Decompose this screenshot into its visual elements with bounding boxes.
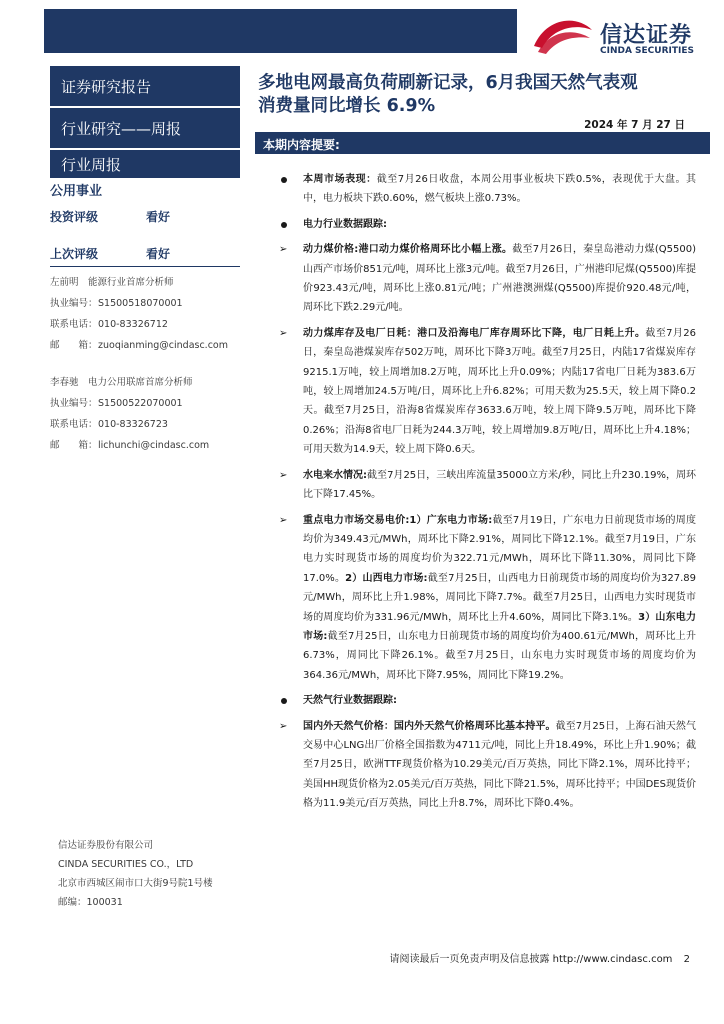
section-title: 电力行业数据跟踪: — [303, 218, 387, 230]
item-body: 截至7月26日，秦皇岛港动力煤(Q5500)山西产市场价851元/吨，周环比上涨3元/吨。截至7月26日，广州港印尼煤(Q5500)库提价923.43元/吨，周环比上涨0.81元/吨；广州港澳洲煤(Q5500)库提价920.48元/吨，周环比下跌2.29元/吨。 — [303, 244, 697, 314]
list-item — [276, 511, 696, 686]
title-line: 消费量同比增长 6.9% — [258, 96, 436, 116]
item-heading: 本周市场表现： — [303, 174, 377, 185]
item-heading: 水电来水情况: — [303, 469, 368, 481]
item-heading: 动力煤库存及电厂日耗：港口及沿海电厂库存周环比下降，电厂日耗上升。 — [303, 327, 646, 339]
analyst-cert: S1500518070001 — [98, 298, 183, 309]
item-heading: 动力煤价格:港口动力煤价格周环比小幅上涨。 — [303, 244, 513, 256]
item-body: 截至7月25日，山东电力日前现货市场的周度均价为400.61元/MWh，周环比上升6.73%，周同比下降26.1%。截至7月25日，山东电力实时现货市场的周度均价为364.36元/MWh，周环比下降7.95%，周同比下降19.2%。 — [303, 630, 696, 681]
bullet-dot-icon — [281, 177, 287, 183]
company-postcode: 邮编：100031 — [58, 897, 123, 908]
list-item — [276, 170, 696, 209]
company-info — [58, 836, 213, 912]
company-name-en: CINDA SECURITIES CO.，LTD — [58, 859, 194, 870]
phone-label: 联系电话： — [50, 319, 98, 330]
report-subcategory-box: 行业周报 — [50, 150, 240, 178]
divider — [50, 266, 240, 267]
item-body: 截至7月25日，上海石油天然气交易中心LNG出厂价格全国指数为4711元/吨，同比上升18.49%，环比上升1.90%；截至7月25日，欧洲TTF现货价格为10.29美元/百万英热，同比下降2.1%，周环比持平；美国HH现货价格为2.05美元/百万英热，同比下降21.5%，周环比持平；中国DES现货价格为11.9美元/百万英热，同比上升8.7%，周环比下降0.4%。 — [303, 720, 697, 810]
arrow-bullet-icon: ➢ — [279, 720, 288, 732]
list-item — [276, 717, 696, 814]
market-heading: 3）山东电力市场: — [303, 611, 696, 642]
arrow-bullet-icon: ➢ — [279, 244, 288, 256]
item-body: 截至7月25日，山西电力日前现货市场的周度均价为327.89元/MWh，周环比上升1.98%，周同比下降7.7%。截至7月25日，山西电力实时现货市场的周度均价为331.96元/MWh，周环比上升4.60%，周同比下降3.1%。 — [303, 572, 696, 623]
summary-content — [276, 170, 696, 820]
page-footer — [389, 950, 690, 965]
arrow-bullet-icon: ➢ — [279, 514, 288, 526]
market-heading: 1）广东电力市场: — [409, 514, 493, 526]
footer-disclaimer[interactable]: 请阅读最后一页免责声明及信息披露 http://www.cindasc.com — [389, 954, 673, 965]
analyst-phone: 010-83326712 — [98, 319, 168, 330]
analyst-email[interactable]: zuoqianming@cindasc.com — [98, 340, 228, 351]
summary-label: 本期内容提要: — [263, 138, 340, 152]
email-label: 邮 箱： — [50, 340, 98, 351]
logo-text-en: CINDA SECURITIES — [600, 46, 694, 56]
logo-text-cn: 信达证券 — [600, 23, 693, 48]
item-body: 截至7月26日收盘，本周公用事业板块下跌0.5%，表现优于大盘。其中，电力板块下跌0.60%，燃气板块上涨0.73%。 — [303, 174, 696, 205]
item-body: 截至7月25日，三峡出库流量35000立方米/秒，同比上升230.19%，周环比下降17.45%。 — [303, 469, 696, 501]
analyst-phone: 010-83326723 — [98, 419, 168, 430]
company-logo — [532, 14, 712, 58]
analyst-email[interactable]: lichunchi@cindasc.com — [98, 440, 210, 451]
cert-label: 执业编号： — [50, 298, 98, 309]
arrow-bullet-icon: ➢ — [279, 469, 288, 481]
list-item — [276, 466, 696, 505]
email-label: 邮 箱： — [50, 440, 98, 451]
bullet-dot-icon — [281, 222, 287, 228]
item-body: 截至7月19日，广东电力日前现货市场的周度均价为349.43元/MWh，周环比下降2.91%，周同比下降12.1%。截至7月19日，广东电力实时现货市场的周度均价为322.71元/MWh，周环比下降11.30%，周同比下降17.0%。 — [303, 514, 696, 584]
section-heading — [276, 691, 696, 710]
list-item — [276, 324, 696, 460]
analyst-cert: S1500522070001 — [98, 398, 183, 409]
report-date: 2024 年 7 月 27 日 — [584, 119, 685, 131]
page-number: 2 — [683, 954, 690, 965]
section-heading — [276, 215, 696, 234]
phone-label: 联系电话： — [50, 419, 98, 430]
analyst-block — [50, 272, 240, 356]
report-type-box: 证券研究报告 — [50, 66, 240, 106]
prev-rating-value: 看好 — [146, 247, 171, 261]
logo-emblem-icon — [532, 16, 594, 56]
sector-name: 公用事业 — [50, 184, 103, 199]
analyst-name-title: 李春驰 电力公用联席首席分析师 — [50, 377, 193, 388]
list-item — [276, 240, 696, 318]
analyst-name-title: 左前明 能源行业首席分析师 — [50, 277, 174, 288]
analyst-block — [50, 372, 240, 456]
cert-label: 执业编号： — [50, 398, 98, 409]
company-name-cn: 信达证券股份有限公司 — [58, 840, 154, 851]
item-heading: 国内外天然气价格：国内外天然气价格周环比基本持平。 — [303, 720, 556, 732]
title-line: 多地电网最高负荷刷新记录，6月我国天然气表观 — [258, 73, 638, 93]
header-band — [44, 9, 517, 53]
rating-value: 看好 — [146, 210, 171, 224]
bullet-dot-icon — [281, 698, 287, 704]
report-title — [258, 72, 706, 118]
section-title: 天然气行业数据跟踪: — [303, 695, 397, 707]
rating-label: 投资评级 — [50, 210, 99, 224]
prev-rating-label: 上次评级 — [50, 247, 99, 261]
report-category-box: 行业研究——周报 — [50, 108, 240, 148]
item-heading: 重点电力市场交易电价: — [303, 514, 410, 526]
market-heading: 2）山西电力市场: — [345, 572, 428, 584]
item-body: 截至7月26日，秦皇岛港煤炭库存502万吨，周环比下降3万吨。截至7月25日，内陆17省煤炭库存9215.1万吨，较上周增加8.2万吨，周环比上升0.09%；内陆17省电厂日耗为383.6万吨，较上周增加24.5万吨/日，周环比上升6.82%；可用天数为25.5天，较上周下降0.2天。截至7月25日，沿海8省煤炭库存3633.6万吨，较上周下降9.5万吨，周环比下降0.26%；沿海8省电厂日耗为244.3万吨，较上周增加9.8万吨/日，周环比上升4.18%；可用天数为14.9天，较上周下降0.6天。 — [303, 327, 696, 456]
arrow-bullet-icon: ➢ — [279, 327, 288, 339]
company-address: 北京市西城区闹市口大街9号院1号楼 — [58, 878, 213, 889]
